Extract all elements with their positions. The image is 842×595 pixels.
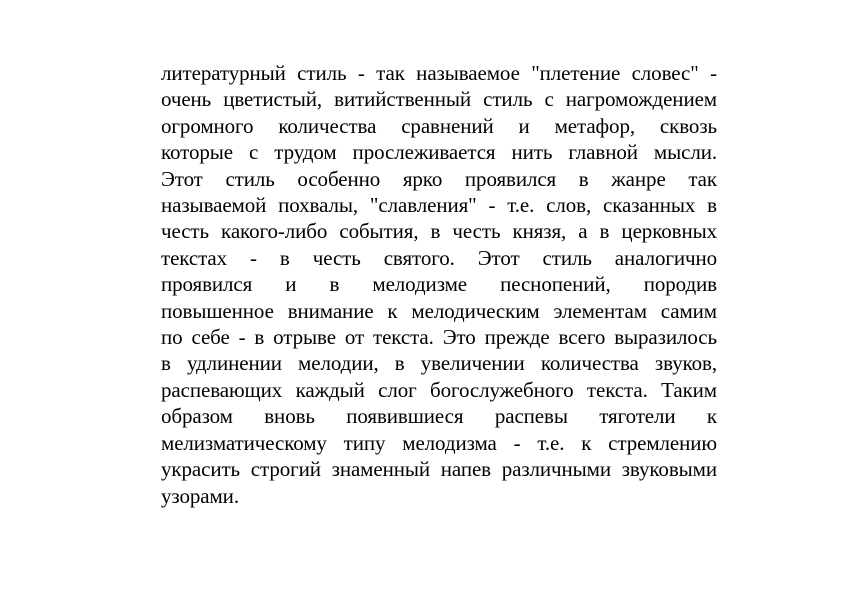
paragraph-line: честь какого-либо события, в честь князя, а в церковных: [161, 219, 717, 244]
paragraph-line: распевающих каждый слог богослужебного текста. Таким: [161, 377, 717, 402]
paragraph-line: огромного количества сравнений и метафор, сквозь: [161, 113, 717, 138]
paragraph-line: украсить строгий знаменный напев различными звуковыми: [161, 457, 717, 482]
paragraph-line: повышенное внимание к мелодическим элементам самим: [161, 298, 717, 323]
paragraph-line: текстах - в честь святого. Этот стиль аналогично: [161, 245, 717, 270]
paragraph-line: по себе - в отрыве от текста. Это прежде всего выразилось: [161, 325, 717, 350]
paragraph-line: очень цветистый, витийственный стиль с нагромождением: [161, 87, 717, 112]
paragraph-line: в удлинении мелодии, в увеличении количества звуков,: [161, 351, 717, 376]
paragraph-line: литературный стиль - так называемое "плетение словес" -: [161, 61, 717, 85]
paragraph-line: называемой похвалы, "славления" - т.е. слов, сказанных в: [161, 193, 717, 218]
paragraph-line: узорами.: [161, 483, 239, 508]
paragraph-line: которые с трудом прослеживается нить главной мысли.: [161, 140, 717, 165]
paragraph-line: мелизматическому типу мелодизма - т.е. к стремлению: [161, 430, 717, 455]
paragraph: [161, 60, 717, 509]
paragraph-line: проявился и в мелодизме песнопений, породив: [161, 272, 717, 297]
paragraph-line: Этот стиль особенно ярко проявился в жанре так: [161, 166, 717, 191]
paragraph-line: образом вновь появившиеся распевы тяготели к: [161, 404, 717, 429]
